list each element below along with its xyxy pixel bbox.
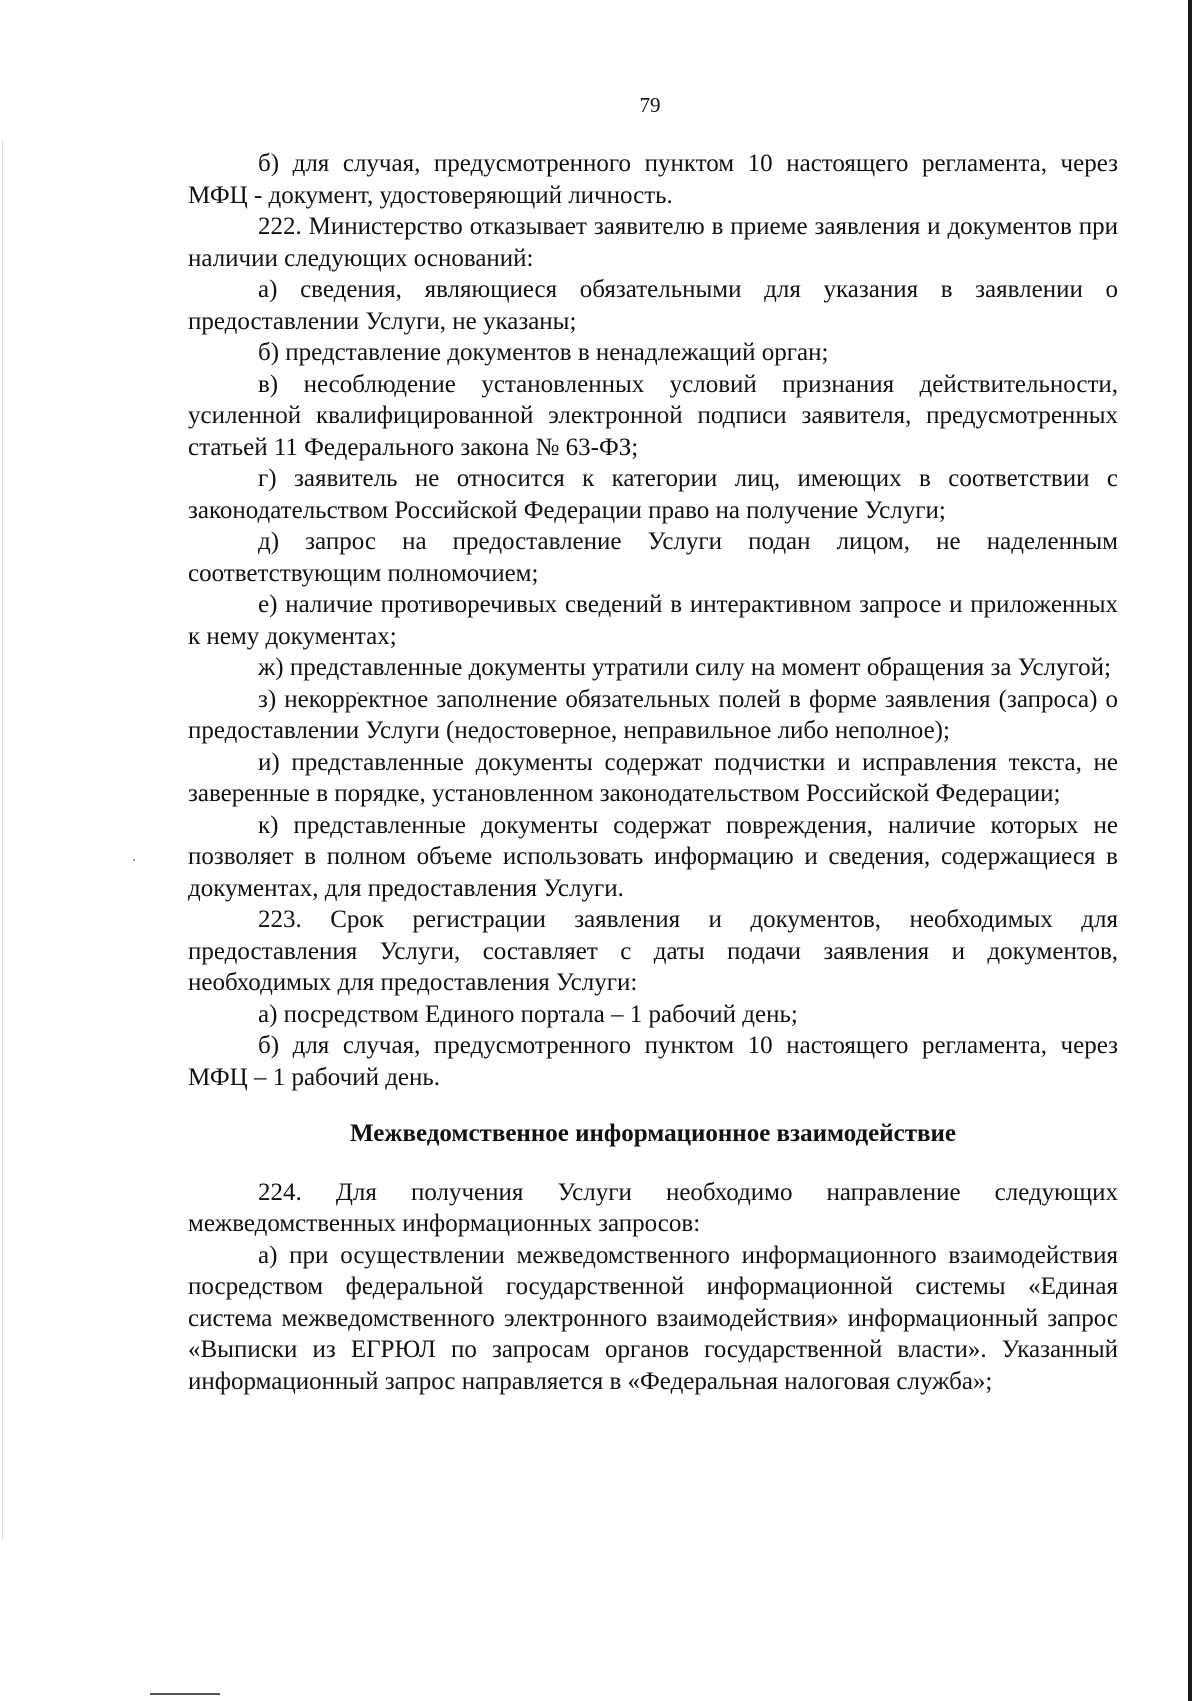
paragraph: а) сведения, являющиеся обязательными для указания в заявлении о предоставлении Услуги, не указаны; xyxy=(188,276,1118,335)
paragraph: е) наличие противоречивых сведений в интерактивном запросе и приложенных к нему документах; xyxy=(188,591,1118,650)
paragraph: д) запрос на предоставление Услуги подан лицом, не наделенным соответствующим полномочием; xyxy=(188,528,1118,587)
section-heading: Межведомственное информационное взаимодействие xyxy=(350,1120,956,1147)
scan-edge-right xyxy=(1188,0,1192,1701)
paragraph: в) несоблюдение установленных условий признания действительности, усиленной квалифицированной электронной подписи заявителя, предусмотренных статьей 11 Федерального закона № 63-ФЗ; xyxy=(188,370,1118,461)
paragraph: а) посредством Единого портала – 1 рабочий день; xyxy=(258,1000,798,1028)
paragraph: б) для случая, предусмотренного пунктом 10 настоящего регламента, через МФЦ – 1 рабочий день. xyxy=(188,1032,1118,1091)
paragraph: ж) представленные документы утратили силу на момент обращения за Услугой; xyxy=(258,654,1111,681)
page-number: 79 xyxy=(639,93,661,117)
paragraph: б) для случая, предусмотренного пунктом 10 настоящего регламента, через МФЦ - документ, удостоверяющий личность. xyxy=(188,150,1118,209)
paragraph: и) представленные документы содержат подчистки и исправления текста, не заверенные в порядке, установленном законодательством Российской Федерации; xyxy=(188,748,1118,807)
paragraph: 222. Министерство отказывает заявителю в приеме заявления и документов при наличии следующих оснований: xyxy=(188,213,1118,272)
paragraph: г) заявитель не относится к категории лиц, имеющих в соответствии с законодательством Российской Федерации право на получение Услуги; xyxy=(188,465,1118,524)
paragraph: 224. Для получения Услуги необходимо направление следующих межведомственных информационных запросов: xyxy=(188,1178,1118,1237)
paragraph: 223. Срок регистрации заявления и документов, необходимых для предоставления Услуги, составляет с даты подачи заявления и документов, необходимых для предоставления Услуги: xyxy=(188,906,1118,996)
paragraph: б) представление документов в ненадлежащий орган; xyxy=(258,339,829,366)
paragraph: з) некорректное заполнение обязательных полей в форме заявления (запроса) о предоставлении Услуги (недостоверное, неправильное либо неполное); xyxy=(188,685,1118,744)
scan-artifact-bottom xyxy=(150,1693,220,1695)
scan-speck xyxy=(133,859,135,861)
document-body xyxy=(188,148,1118,1397)
paragraph: а) при осуществлении межведомственного информационного взаимодействия посредством федеральной государственной информационной системы «Единая система межведомственного электронного взаимодействия» информационный запрос «Выписки из ЕГРЮЛ по запросам органов государственной власти». Указанный информационный запрос направляется в «Федеральная налоговая служба»; xyxy=(188,1241,1118,1395)
scan-edge-left xyxy=(2,140,3,1540)
paragraph: к) представленные документы содержат повреждения, наличие которых не позволяет в полном объеме использовать информацию и сведения, содержащиеся в документах, для предоставления Услуги. xyxy=(188,811,1118,902)
